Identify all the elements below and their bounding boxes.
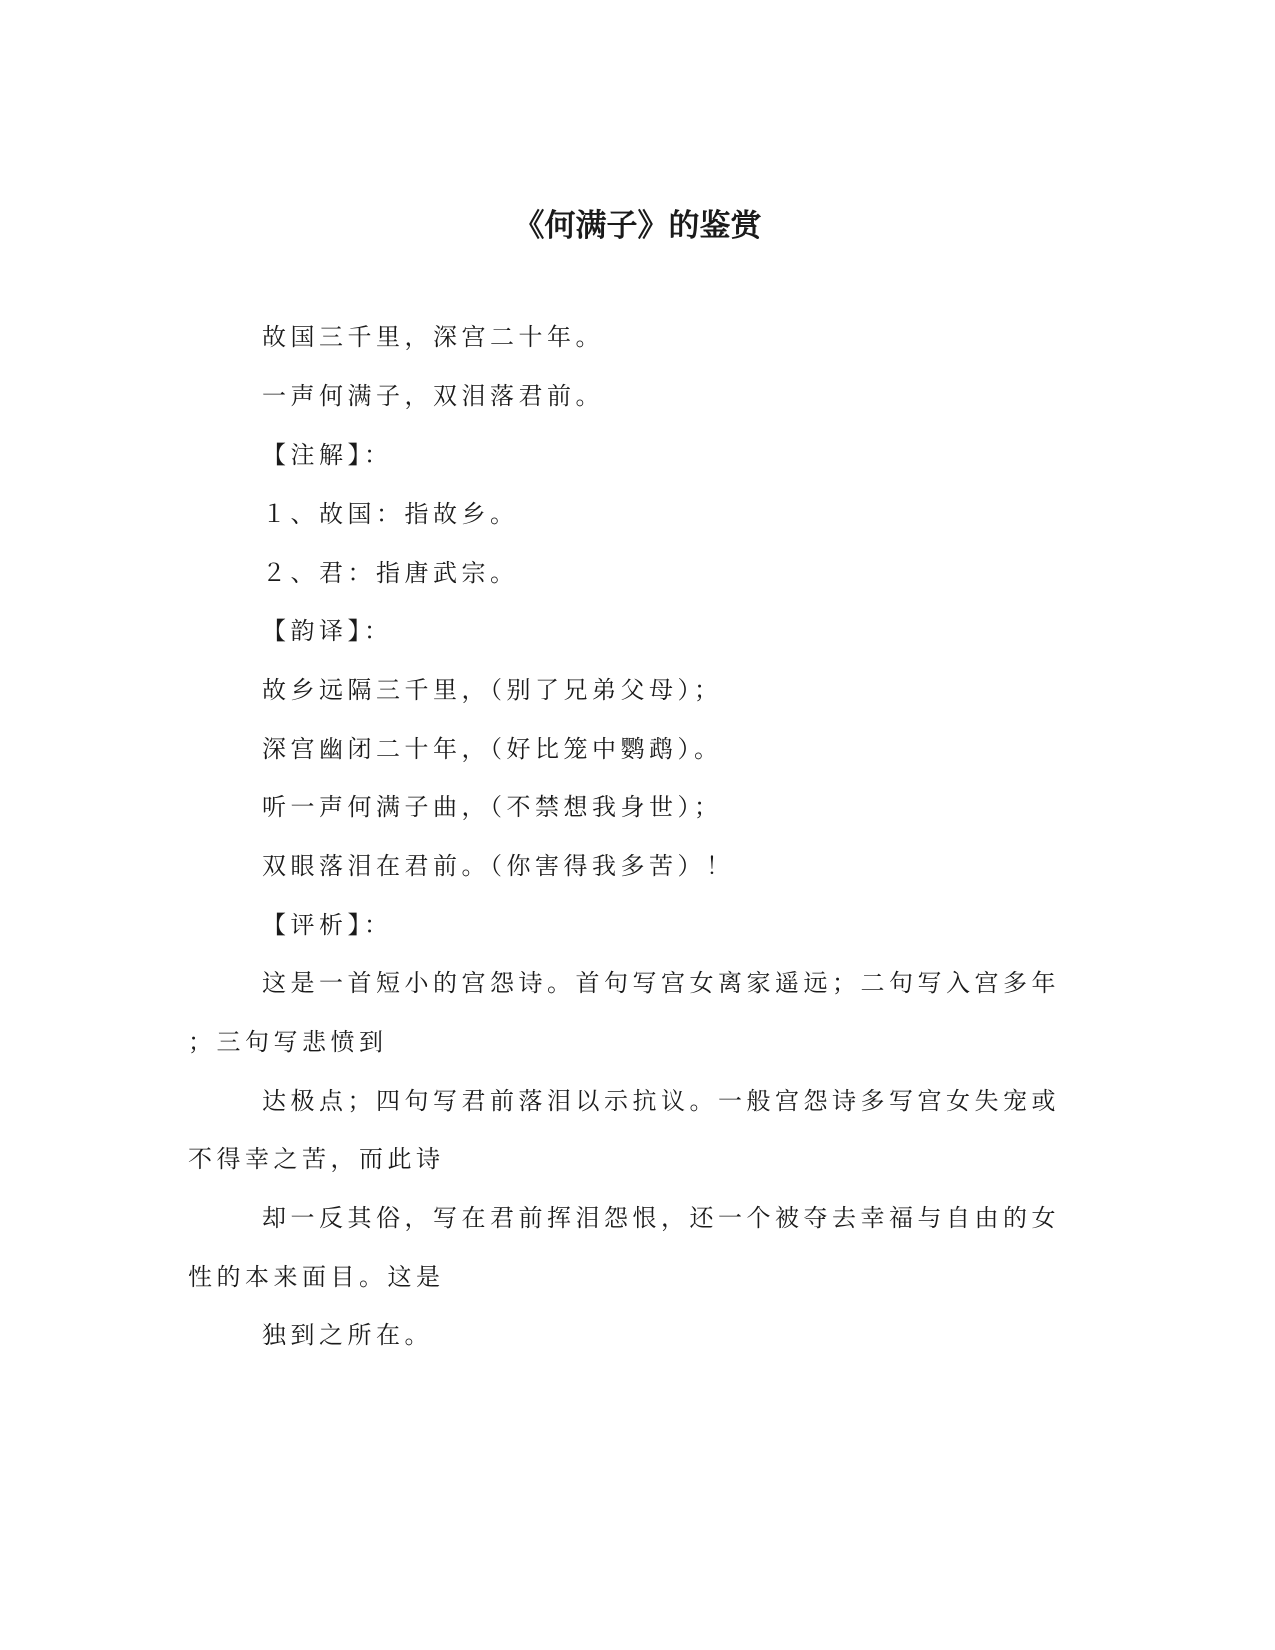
translation-heading: 【韵译】： [262,617,393,645]
analysis-heading: 【评析】： [262,911,393,939]
document-title: 《何满子》的鉴赏 [513,208,762,244]
analysis-line-5: 却一反其俗，写在君前挥泪怨恨，还一个被夺去幸福与自由的女 [262,1204,1060,1232]
translation-line-3: 听一声何满子曲，（不禁想我身世）； [262,793,723,821]
translation-line-4: 双眼落泪在君前。（你害得我多苦）！ [262,852,735,880]
translation-line-2: 深宫幽闭二十年，（好比笼中鹦鹉）。 [262,735,723,763]
poem-line-1: 故国三千里，深宫二十年。 [262,323,604,351]
analysis-line-7: 独到之所在。 [262,1321,433,1349]
analysis-line-4: 不得幸之苦，而此诗 [188,1145,445,1173]
analysis-line-2: ；三句写悲愤到 [188,1028,388,1056]
translation-line-1: 故乡远隔三千里，（别了兄弟父母）； [262,676,723,704]
notes-heading: 【注解】： [262,441,393,469]
analysis-line-1: 这是一首短小的宫怨诗。首句写宫女离家遥远；二句写入宫多年 [262,969,1060,997]
poem-line-2: 一声何满子，双泪落君前。 [262,382,604,410]
note-1: １、故国：指故乡。 [262,500,519,528]
analysis-line-6: 性的本来面目。这是 [188,1263,445,1291]
analysis-line-3: 达极点；四句写君前落泪以示抗议。一般宫怨诗多写宫女失宠或 [262,1087,1060,1115]
note-2: ２、君：指唐武宗。 [262,559,519,587]
